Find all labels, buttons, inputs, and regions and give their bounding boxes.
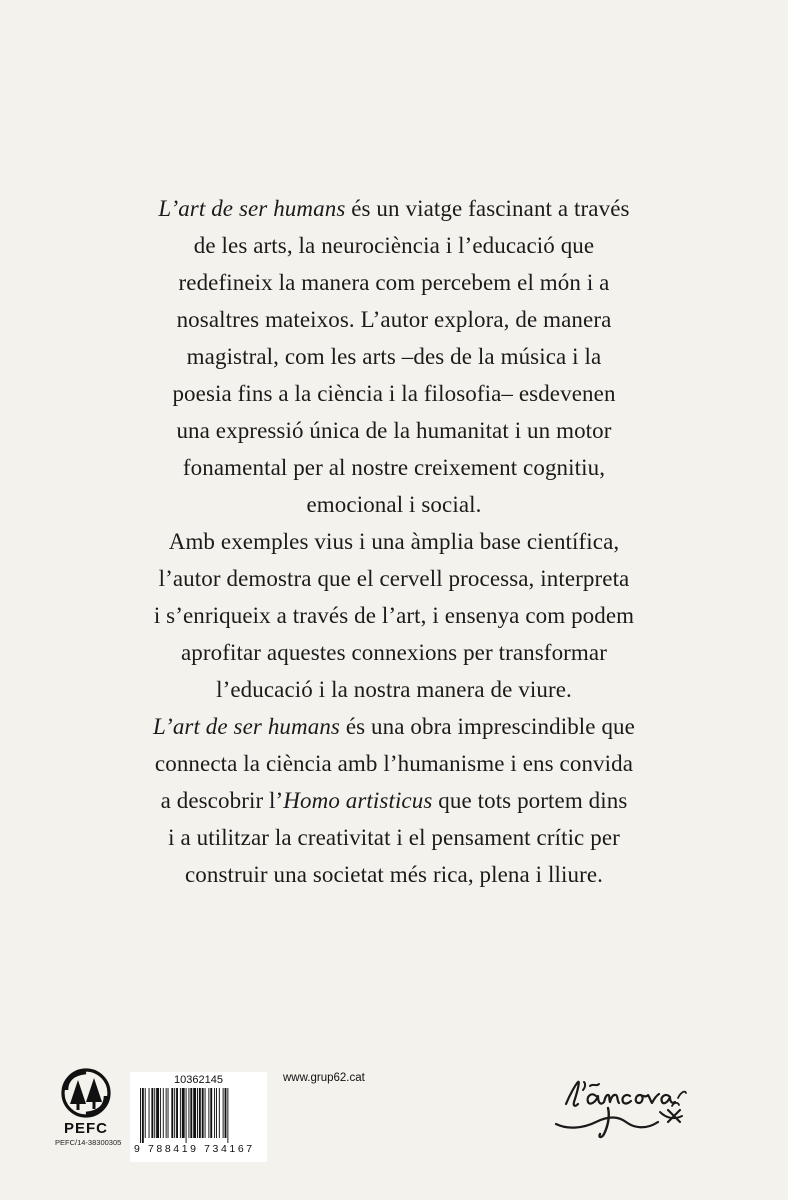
pefc-code: PEFC/14-38300305 [55, 1138, 122, 1147]
blurb-text: és una obra imprescindible que [339, 714, 635, 739]
pefc-certification [55, 1068, 122, 1147]
pefc-label: PEFC [63, 1120, 108, 1137]
italic-title-text: Homo artisticus [283, 788, 433, 813]
blurb-line [100, 782, 688, 819]
blurb-line [100, 708, 688, 745]
blurb-text: aprofitar aquestes connexions per transformar [180, 640, 607, 665]
blurb-text: emocional i social. [306, 492, 482, 517]
italic-title-text: L’art de ser humans [153, 714, 340, 739]
blurb-text: que tots portem dins [432, 788, 628, 813]
blurb-line [100, 671, 688, 708]
isbn-digits: 9 788419 734167 [134, 1143, 255, 1155]
barcode-icon [140, 1088, 258, 1143]
blurb-text: és un viatge fascinant a través [345, 196, 630, 221]
isbn-barcode [130, 1072, 267, 1162]
blurb-line [100, 634, 688, 671]
blurb-text: a descobrir l’ [160, 788, 284, 813]
blurb-text: construir una societat més rica, plena i lliure. [184, 862, 603, 887]
blurb-line [100, 264, 688, 301]
blurb-text: nosaltres mateixos. L’autor explora, de manera [176, 307, 612, 332]
blurb-line [100, 227, 688, 264]
blurb-line [100, 745, 688, 782]
blurb-text: fonamental per al nostre creixement cognitiu, [182, 455, 606, 480]
blurb-text: una expressió única de la humanitat i un motor [176, 418, 612, 443]
blurb-line [100, 338, 688, 375]
blurb-line [100, 856, 688, 893]
blurb-text: poesia fins a la ciència i la filosofia– esdevenen [172, 381, 616, 406]
blurb-text: l’educació i la nostra manera de viure. [216, 677, 572, 702]
blurb-text: connecta la ciència amb l’humanisme i ens convida [154, 751, 634, 776]
blurb-line [100, 375, 688, 412]
blurb-line [100, 560, 688, 597]
italic-title-text: L’art de ser humans [158, 196, 346, 221]
blurb-line [100, 412, 688, 449]
pefc-tree-icon [60, 1068, 112, 1118]
publisher-website: www.grup62.cat [283, 1072, 365, 1084]
blurb-text: i a utilitzar la creativitat i el pensament crític per [168, 825, 620, 850]
blurb-text: redefineix la manera com percebem el món i a [178, 270, 610, 295]
blurb-text: Amb exemples vius i una àmplia base científica, [168, 529, 620, 554]
blurb-line [100, 523, 688, 560]
blurb-text: i s’enriqueix a través de l’art, i ensenya com podem [153, 603, 635, 628]
barcode-number: 10362145 [174, 1074, 223, 1086]
blurb-line [100, 449, 688, 486]
blurb-line [100, 819, 688, 856]
blurb-text: magistral, com les arts –des de la música i la [186, 344, 602, 369]
blurb-line [100, 190, 688, 227]
back-cover-blurb [100, 190, 688, 893]
blurb-text: l’autor demostra que el cervell processa, interpreta [158, 566, 630, 591]
blurb-text: de les arts, la neurociència i l’educació que [193, 233, 595, 258]
blurb-line [100, 597, 688, 634]
blurb-line [100, 301, 688, 338]
lancora-signature-logo [548, 1062, 734, 1147]
blurb-line [100, 486, 688, 523]
